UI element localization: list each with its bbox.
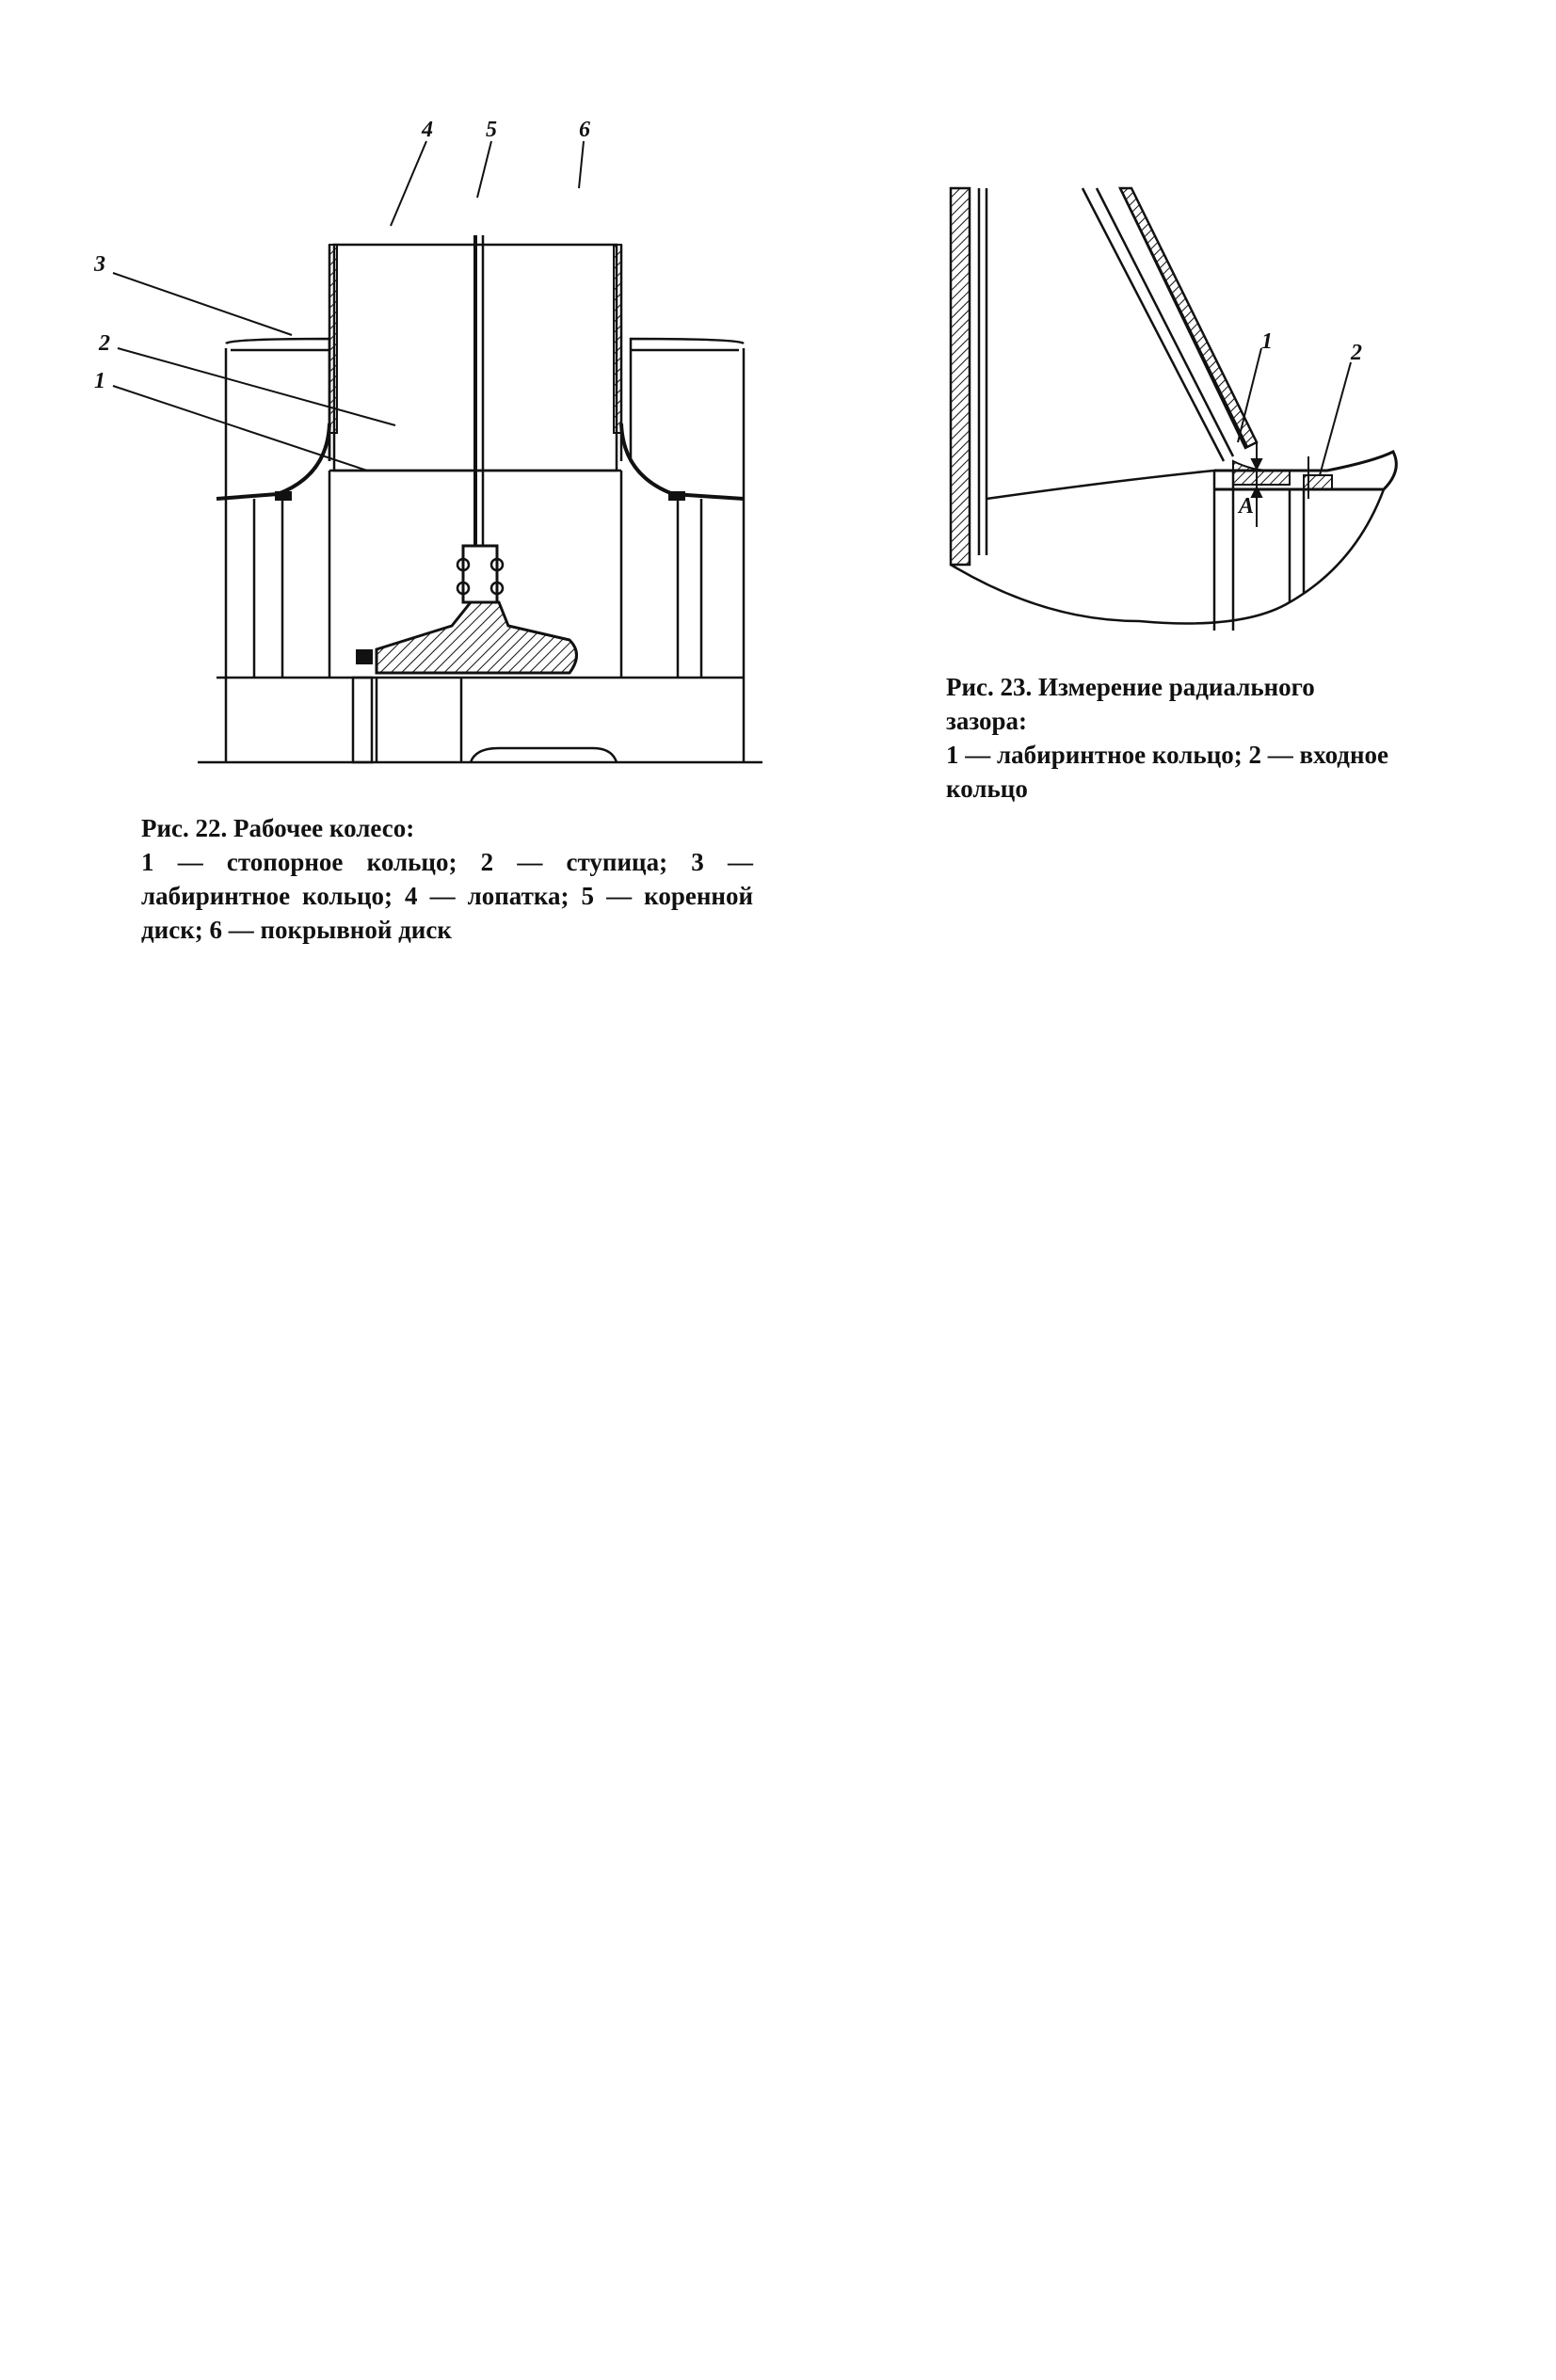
label-6: 6 bbox=[579, 118, 590, 142]
label-1: 1 bbox=[94, 369, 105, 393]
top-shroud-left bbox=[226, 339, 329, 461]
label-3: 3 bbox=[94, 252, 105, 277]
impeller-drawing-svg bbox=[94, 118, 772, 791]
bolt-assembly bbox=[463, 546, 497, 602]
label-A: A bbox=[1239, 494, 1255, 519]
figure-23-radial-gap-drawing bbox=[932, 160, 1412, 649]
figure-22-impeller-drawing bbox=[94, 118, 772, 791]
inclined-blade bbox=[1083, 188, 1224, 461]
stop-ring-1 bbox=[356, 649, 373, 664]
left-wall bbox=[951, 188, 970, 565]
label-1: 1 bbox=[1261, 329, 1273, 354]
label-4: 4 bbox=[422, 118, 433, 142]
figure-22-caption-title: Рис. 22. Рабочее колесо: bbox=[141, 814, 415, 842]
labyrinth-ring-1 bbox=[1233, 461, 1290, 485]
labyrinth-ring-3-left bbox=[217, 423, 329, 499]
figure-23-caption-body: 1 — лабиринтное кольцо; 2 — входное кольцо bbox=[946, 741, 1388, 803]
label-2: 2 bbox=[1351, 341, 1362, 365]
figure-22-caption-body: 1 — стопорное кольцо; 2 — ступица; 3 — лабиринтное кольцо; 4 — лопатка; 5 — коренной диск; 6 — покрывной диск bbox=[141, 848, 753, 944]
top-shroud-right bbox=[631, 339, 744, 461]
casing-outline bbox=[226, 348, 744, 762]
label-2: 2 bbox=[99, 331, 110, 356]
figure-23-caption-title: Рис. 23. Измерение радиального зазора: bbox=[946, 673, 1315, 735]
figure-23-caption bbox=[946, 670, 1388, 806]
figure-22-caption bbox=[141, 811, 753, 947]
label-5: 5 bbox=[486, 118, 497, 142]
labyrinth-ring-3-right bbox=[621, 423, 744, 499]
hub-2 bbox=[377, 602, 577, 673]
radial-gap-drawing-svg bbox=[932, 160, 1412, 649]
